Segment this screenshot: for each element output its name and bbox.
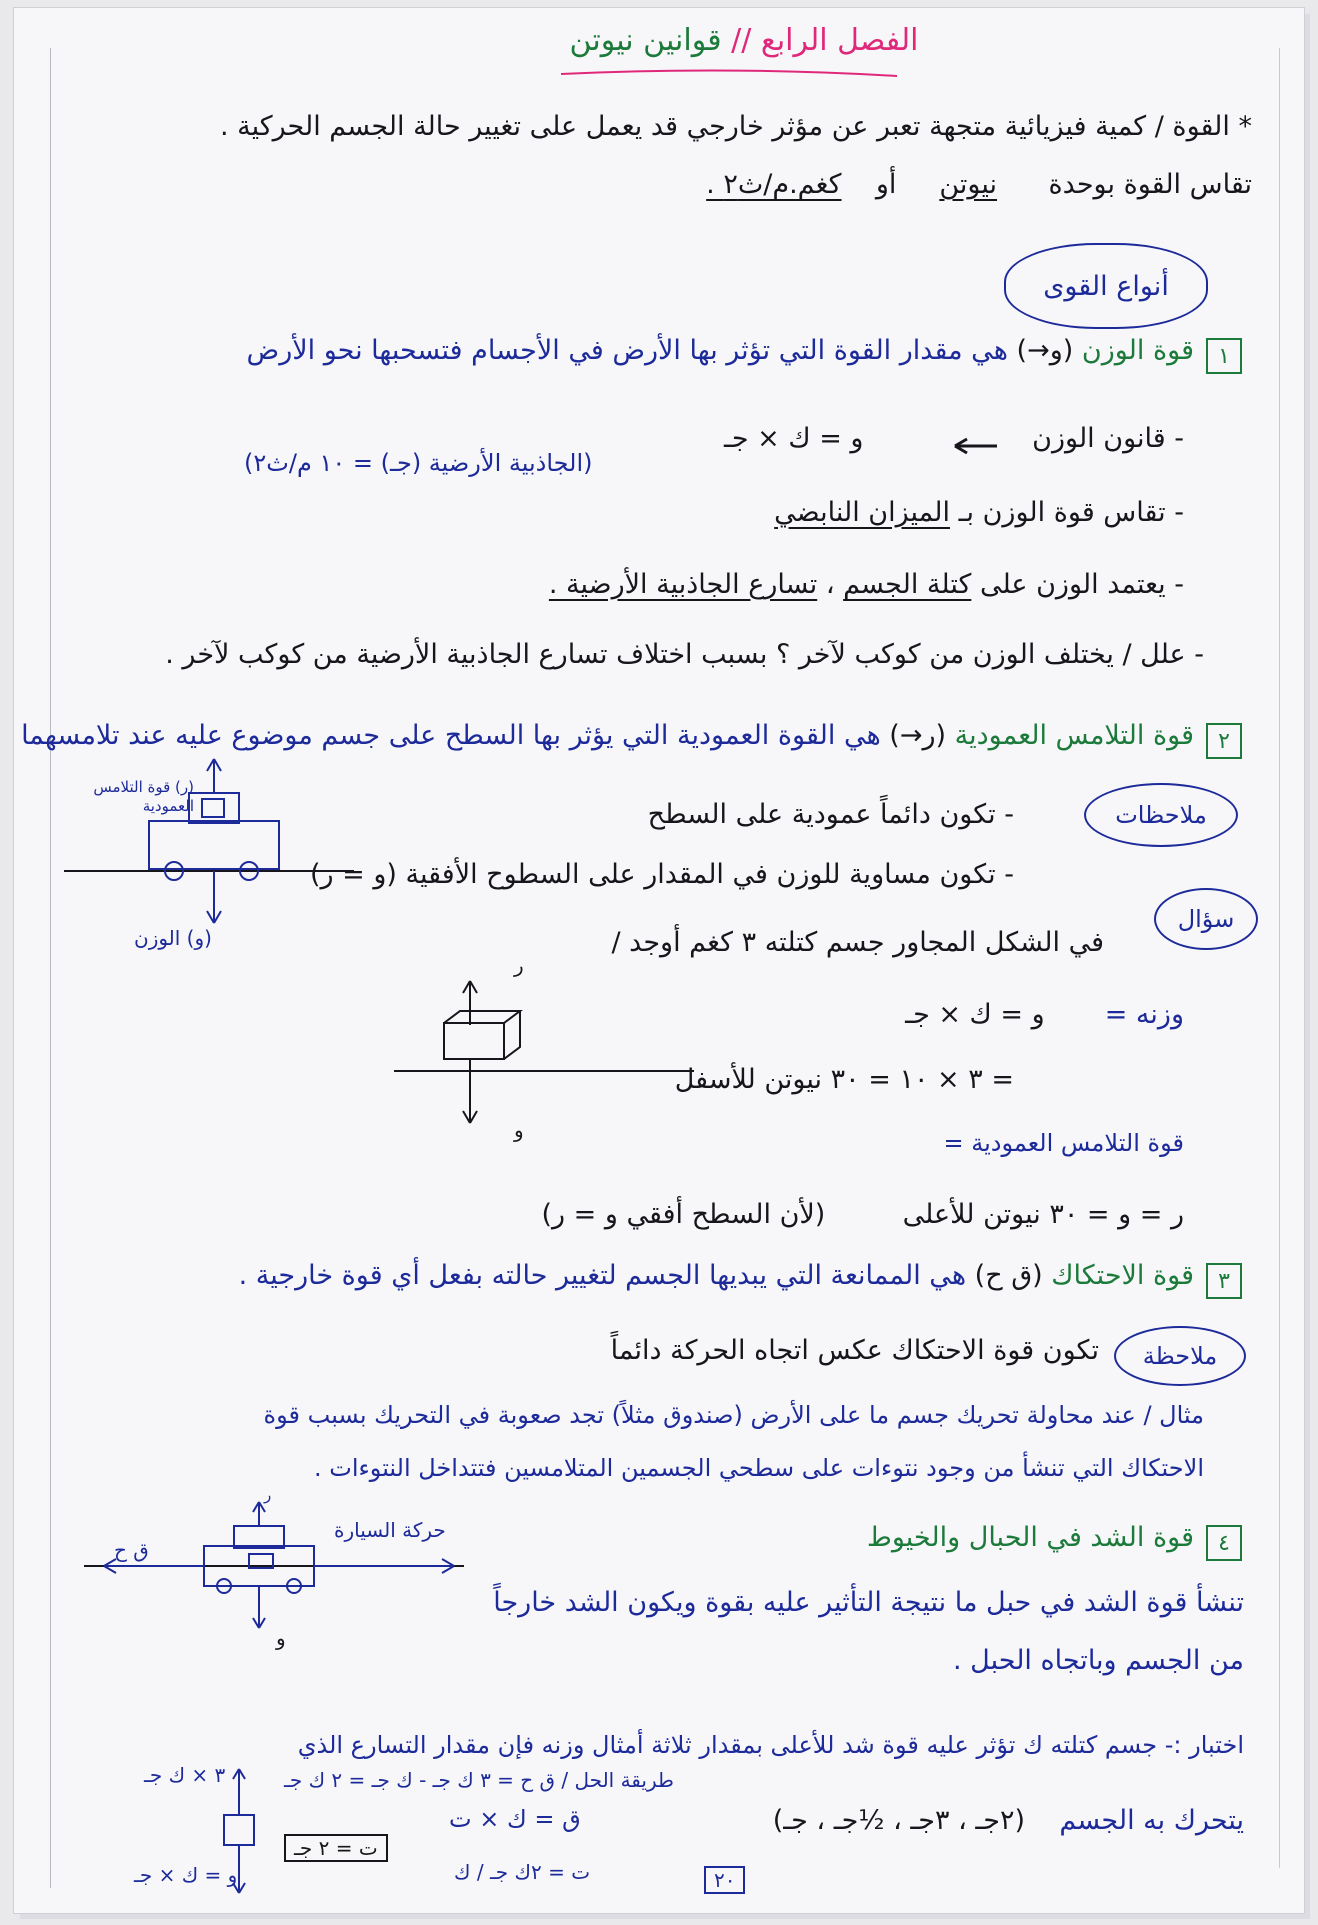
- mcq-prompt: يتحرك به الجسم: [1059, 1805, 1244, 1836]
- sol-normal-reason: (لأن السطح أفقي و = ر): [541, 1199, 826, 1230]
- solution-normal: [541, 1198, 1184, 1232]
- margin-line: [50, 48, 51, 1888]
- friction-heading-line: [239, 1259, 1194, 1293]
- sol-weight-formula: و = ك × جـ: [905, 999, 1045, 1030]
- car-r-label: ر: [264, 1486, 272, 1504]
- normal-heading-line: [21, 719, 1194, 753]
- tension-line-1: تنشأ قوة الشد في حبل ما نتيجة التأثير عليه بقوة ويكون الشد خارجاً: [493, 1587, 1244, 1618]
- tension-heading: قوة الشد في الحبال والخيوط: [866, 1522, 1194, 1553]
- chapter-topic: قوانين نيوتن: [569, 23, 722, 58]
- weight-measure-prefix: - تقاس قوة الوزن بـ: [958, 497, 1184, 528]
- car-normal-label: (ر) قوة التلامس العمودية: [93, 778, 194, 815]
- page-number: ٢٠: [704, 1866, 745, 1894]
- mcq-line-2: [773, 1804, 1244, 1838]
- units-prefix: تقاس القوة بوحدة: [1048, 169, 1252, 200]
- sol-weight-label: وزنه =: [1104, 999, 1184, 1030]
- unit-or: أو: [875, 169, 897, 200]
- normal-symbol: (ر→): [889, 720, 947, 751]
- block-w-label: و: [514, 1118, 524, 1142]
- question-bubble: سؤال: [1154, 888, 1258, 950]
- mcq-options: (٢جـ ، ٣جـ ، ½جـ ، جـ): [772, 1805, 1026, 1836]
- notes-bubble: ملاحظات: [1084, 783, 1238, 847]
- section-number-4: ٤: [1206, 1525, 1242, 1561]
- depends-gravity: تسارع الجاذبية الأرضية .: [548, 569, 818, 600]
- mcq-line-1: اختبار :- جسم كتلته ك تؤثر عليه قوة شد للأعلى بمقدار ثلاثة أمثال وزنه فإن مقدار التسارع الذي: [297, 1731, 1244, 1759]
- mcq-eq-2: ت = ٢ك جـ / ك: [454, 1860, 591, 1884]
- mcq-eq-1: ق = ك × ت: [449, 1805, 581, 1833]
- sol-normal-value: ر = و = ٣٠ نيوتن للأعلى: [902, 1199, 1184, 1230]
- weight-heading-line: [247, 334, 1194, 368]
- friction-note-bubble: ملاحظة: [1114, 1326, 1246, 1386]
- car-friction-label: ق ح: [114, 1538, 149, 1562]
- weight-law-label: - قانون الوزن: [1032, 423, 1184, 454]
- friction-example-1: مثال / عند محاولة تحريك جسم ما على الأرض (صندوق مثلاً) تجد صعوبة في التحريك بسبب قوة: [263, 1401, 1204, 1429]
- weight-measure-device: الميزان النابضي: [774, 497, 950, 528]
- car-weight-label: (و) الوزن: [134, 926, 212, 950]
- friction-example-2: الاحتكاك التي تنشأ من وجود نتوءات على سطحي الجسمين المتلامسين فتتداخل النتوءات .: [313, 1454, 1204, 1482]
- friction-definition: هي الممانعة التي يبديها الجسم لتغيير حالته بفعل أي قوة خارجية .: [238, 1260, 967, 1291]
- weight-measure: [774, 496, 1184, 530]
- normal-definition: هي القوة العمودية التي يؤثر بها السطح على جسم موضوع عليه عند تلامسهما: [21, 720, 881, 751]
- depends-prefix: - يعتمد الوزن على: [979, 569, 1184, 600]
- section-number-3: ٣: [1206, 1263, 1242, 1299]
- page-title: [534, 22, 954, 60]
- friction-note: تكون قوة الاحتكاك عكس اتجاه الحركة دائماً: [610, 1335, 1099, 1366]
- tension-diagram-top: ٣ × ك جـ: [144, 1763, 226, 1787]
- weight-depends: [549, 568, 1184, 602]
- unit-newton: نيوتن: [939, 169, 998, 200]
- arrow-icon: [949, 436, 999, 456]
- block-diagram: [394, 953, 694, 1153]
- section-number-1: ١: [1206, 338, 1242, 374]
- tension-line-2: من الجسم وباتجاه الحبل .: [953, 1645, 1244, 1676]
- unit-kgms: كغم.م/ث٢ .: [706, 169, 842, 200]
- car-w-label: و: [276, 1626, 286, 1650]
- notebook-page: [14, 8, 1304, 1913]
- types-of-forces-bubble: أنواع القوى: [1004, 243, 1208, 329]
- right-margin-line: [1279, 48, 1280, 1868]
- chapter-label: الفصل الرابع //: [731, 23, 919, 58]
- solution-weight: [905, 998, 1184, 1032]
- mcq-answer-box: ت = ٢ جـ: [284, 1834, 388, 1862]
- question-text: في الشكل المجاور جسم كتلته ٣ كغم أوجد /: [611, 927, 1104, 958]
- block-r-label: ر: [514, 953, 524, 977]
- friction-symbol: (ق ح): [974, 1260, 1043, 1291]
- title-underline: [559, 64, 899, 84]
- gravity-note: (الجاذبية الأرضية (جـ) = ١٠ م/ث٢): [244, 449, 593, 477]
- force-units: [706, 168, 1252, 202]
- tension-diagram-bottom: و = ك × جـ: [134, 1863, 238, 1887]
- depends-mass: كتلة الجسم: [843, 569, 972, 600]
- normal-note-2: - تكون مساوية للوزن في المقدار على السطوح الأفقية (و = ر): [309, 859, 1014, 890]
- section-number-2: ٢: [1206, 723, 1242, 759]
- normal-note-1: - تكون دائماً عمودية على السطح: [647, 799, 1014, 830]
- mcq-solution-method: طريقة الحل / ق ح = ٣ ك جـ - ك جـ = ٢ ك جـ: [284, 1768, 674, 1792]
- weight-symbol: (و→): [1016, 335, 1074, 366]
- depends-sep: ،: [825, 569, 835, 600]
- weight-law-formula: و = ك × جـ: [724, 423, 864, 454]
- solution-calc: = ٣ × ١٠ = ٣٠ نيوتن للأسفل: [674, 1064, 1014, 1095]
- weight-definition: هي مقدار القوة التي تؤثر بها الأرض في الأجسام فتسحبها نحو الأرض: [246, 335, 1008, 366]
- weight-reason: - علل / يختلف الوزن من كوكب لآخر ؟ بسبب اختلاف تسارع الجاذبية الأرضية من كوكب لآخر .: [165, 639, 1204, 670]
- normal-heading: قوة التلامس العمودية: [954, 720, 1194, 751]
- car-motion-label: حركة السيارة: [334, 1518, 446, 1542]
- friction-heading: قوة الاحتكاك: [1051, 1260, 1194, 1291]
- force-definition: * القوة / كمية فيزيائية متجهة تعبر عن مؤثر خارجي قد يعمل على تغيير حالة الجسم الحركية .: [220, 111, 1252, 142]
- solution-normal-label: قوة التلامس العمودية =: [943, 1129, 1184, 1157]
- weight-heading: قوة الوزن: [1081, 335, 1194, 366]
